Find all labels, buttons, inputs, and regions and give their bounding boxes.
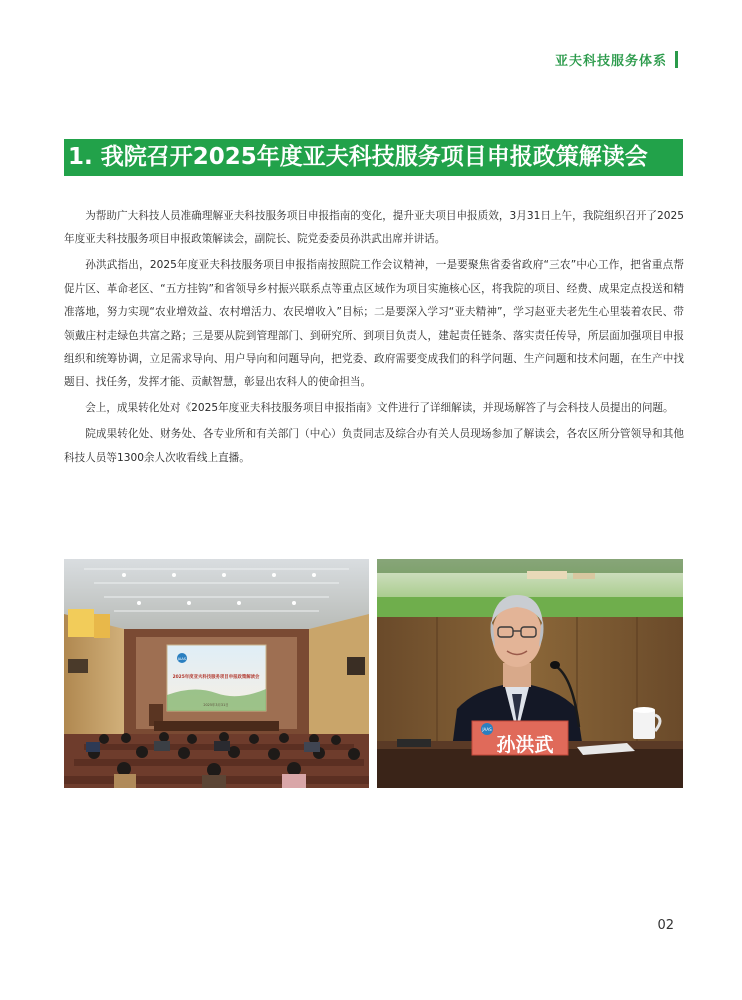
screen-logo: JAAS <box>177 657 187 661</box>
section-label: 亚夫科技服务体系 <box>554 54 667 69</box>
paragraph-1: 为帮助广大科技人员准确理解亚夫科技服务项目申报指南的变化，提升亚夫项目申报质效，3月31日上午，我院组织召开了2025年度亚夫科技服务项目申报政策解读会，副院长、院党委委员孙洪武出席并讲话。 <box>64 210 684 246</box>
meeting-hall-photo <box>64 559 369 788</box>
meeting-hall-illustration <box>64 559 369 788</box>
paragraph-2: 孙洪武指出，2025年度亚夫科技服务项目申报指南按照院工作会议精神，一是要聚焦省委省政府“三农”中心工作，把省重点帮促片区、革命老区、“五方挂钩”和省领导乡村振兴联系点等重点区域作为项目实施核心区，将我院的项目、经费、成果定点投送和精准落地，努力实现“农业增效益、农村增活力、农民增收入”目标；二是要深入学习“亚夫精神”，学习赵亚夫老先生心里装着农民、带领戴庄村走绿色共富之路；三是要从院到管理部门、到研究所、到项目负责人，建起责任链条、落实责任传导，所层面加强项目申报组织和统筹协调，立足需求导向、用户导向和问题导向，把党委、政府需要变成我们的科学问题、生产问题和技术问题，在生产中找题目、找任务，发挥才能、贡献智慧，彰显出农科人的使命担当。 <box>64 259 684 389</box>
article-title: 1. 我院召开2025年度亚夫科技服务项目申报政策解读会 <box>64 139 683 176</box>
article-body <box>64 205 684 472</box>
screen-title: 2025年度亚夫科技服务项目申报政策解读会 <box>172 675 260 680</box>
paragraph-3: 会上，成果转化处对《2025年度亚夫科技服务项目申报指南》文件进行了详细解读，并现场解答了与会科技人员提出的问题。 <box>85 402 674 415</box>
speaker-photo <box>377 559 683 788</box>
page-number: 02 <box>657 918 674 933</box>
section-header <box>555 50 678 69</box>
speaker-illustration <box>377 559 683 788</box>
screen-date: 2025年3月31日 <box>203 703 229 707</box>
nameplate-logo: JAAS <box>482 727 492 732</box>
paragraph-4: 院成果转化处、财务处、各专业所和有关部门（中心）负责同志及综合办有关人员现场参加了解读会，各农区所分管领导和其他科技人员等1300余人次收看线上直播。 <box>64 428 684 464</box>
speaker-nameplate: 孙洪武 <box>496 734 554 756</box>
section-label-bar <box>675 51 678 68</box>
